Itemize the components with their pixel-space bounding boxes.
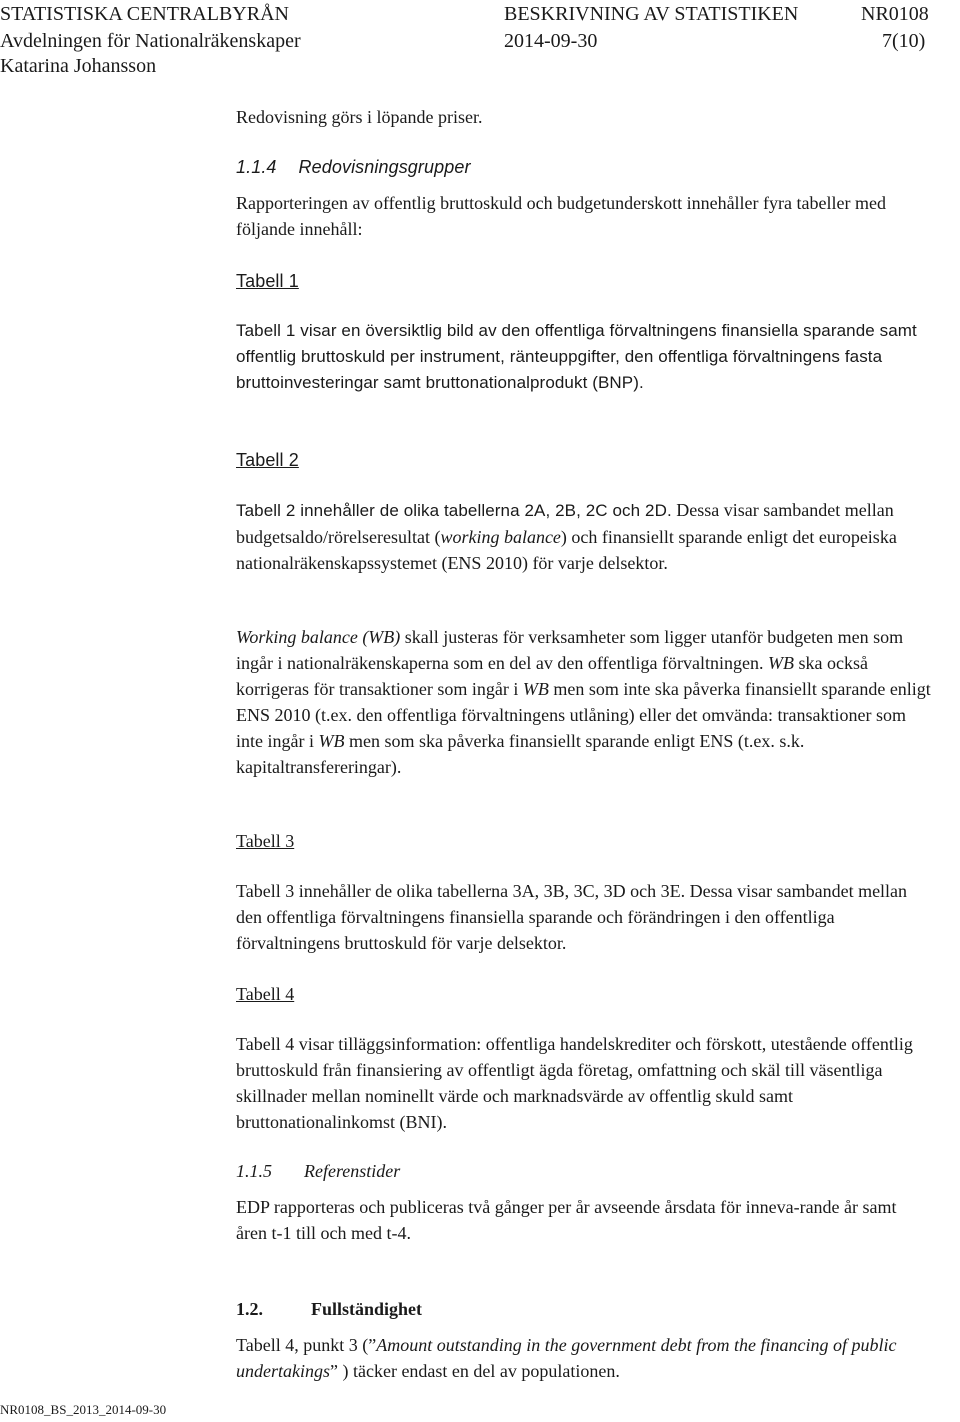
wb-text-1: skall justeras för verksamheter som ligger utanför budgeten men som ingår i nationalräkenskaperna som en del av den offentliga förvaltningen. [236, 627, 904, 673]
wb-text-2: ska också korrigeras för transaktioner som ingår i [236, 653, 868, 699]
tabell2-text [236, 497, 936, 576]
footer-code: NR0108_BS_2013_2014-09-30 [0, 1402, 167, 1417]
section-115-title: Referenstider [304, 1161, 401, 1181]
section-115-number: 1.1.5 [236, 1161, 272, 1181]
tabell3-heading: Tabell 3 [236, 831, 295, 851]
tabell2-text-a: Dessa visar sambandet mellan budgetsaldo/rörelseresultat ( [236, 500, 894, 547]
section-115-heading [236, 1158, 400, 1184]
header-author: Katarina Johansson [0, 55, 157, 77]
tabell3-text: Tabell 3 innehåller de olika tabellerna 3A, 3B, 3C, 3D och 3E. Dessa visar sambandet mellan den offentliga förvaltningens finansiella sparande och förändringen i den offentliga förvaltningens bruttoskuld för varje delsektor. [236, 881, 908, 953]
header-org: STATISTISKA CENTRALBYRÅN [0, 3, 289, 25]
tabell2-text-sans: Tabell 2 innehåller de olika tabellerna 2A, 2B, 2C och 2D. [236, 501, 672, 520]
intro-text: Redovisning görs i löpande priser. [236, 107, 483, 127]
tabell4-text: Tabell 4 visar tilläggsinformation: offentliga handelskrediter och förskott, utestående offentlig bruttoskuld från finansiering av offentligt ägda företag, omfattning och skäl till väsentliga skillnader mellan nominellt värde och marknadsvärde av offentlig skuld samt bruttonationalinkomst (BNI). [236, 1034, 913, 1132]
header-date: 2014-09-30 [504, 30, 598, 52]
tabell2-heading: Tabell 2 [236, 450, 299, 470]
tabell2-text-b: ) och finansiellt sparande enligt det europeiska nationalräkenskapssystemet (ENS 2010) för varje delsektor. [236, 527, 897, 573]
section-12-text [236, 1332, 936, 1384]
section-114-title: Redovisningsgrupper [298, 157, 471, 177]
header-department: Avdelningen för Nationalräkenskaper [0, 30, 301, 52]
working-balance-text [236, 624, 936, 780]
tabell4-heading: Tabell 4 [236, 984, 295, 1004]
section-12-text-a: Tabell 4, punkt 3 (” [236, 1335, 377, 1355]
section-12-heading [236, 1296, 422, 1322]
section-12-text-italic: Amount outstanding in the government debt from the financing of public undertakings [236, 1335, 897, 1381]
wb-italic-3: WB [522, 679, 549, 699]
section-12-number: 1.2. [236, 1299, 263, 1319]
wb-italic-4: WB [318, 731, 345, 751]
section-114-heading [236, 154, 471, 180]
section-115-text: EDP rapporteras och publiceras två gånger per år avseende årsdata för inneva-rande år samt åren t-1 till och med t-4. [236, 1197, 897, 1243]
wb-text-4: men som ska påverka finansiellt sparande enligt ENS (t.ex. s.k. kapitaltransfereringar). [236, 731, 805, 777]
section-12-text-b: ” ) täcker endast en del av populationen. [330, 1361, 620, 1381]
header-doc-code: NR0108 [861, 3, 929, 25]
section-12-title: Fullständighet [311, 1299, 423, 1319]
tabell1-text: Tabell 1 visar en översiktlig bild av den offentliga förvaltningens finansiella sparande samt offentlig bruttoskuld per instrument, ränteuppgifter, den offentliga förvaltningens fasta bruttoinvesteringar samt bruttonationalprodukt (BNP). [236, 321, 917, 392]
section-114-number: 1.1.4 [236, 157, 277, 177]
wb-italic: Working balance (WB) [236, 627, 401, 647]
section-114-lead: Rapporteringen av offentlig bruttoskuld och budgetunderskott innehåller fyra tabeller med följande innehåll: [236, 193, 886, 239]
wb-italic-2: WB [767, 653, 794, 673]
header-page-number: 7(10) [882, 30, 926, 52]
header-doc-type: BESKRIVNING AV STATISTIKEN [504, 3, 799, 25]
wb-text-3: men som inte ska påverka finansiellt sparande enligt ENS 2010 (t.ex. den offentliga förvaltningens utlåning) eller det omvända: transaktioner som inte ingår i [236, 679, 931, 751]
tabell1-heading: Tabell 1 [236, 271, 299, 291]
tabell2-text-italic: working balance [440, 527, 561, 547]
